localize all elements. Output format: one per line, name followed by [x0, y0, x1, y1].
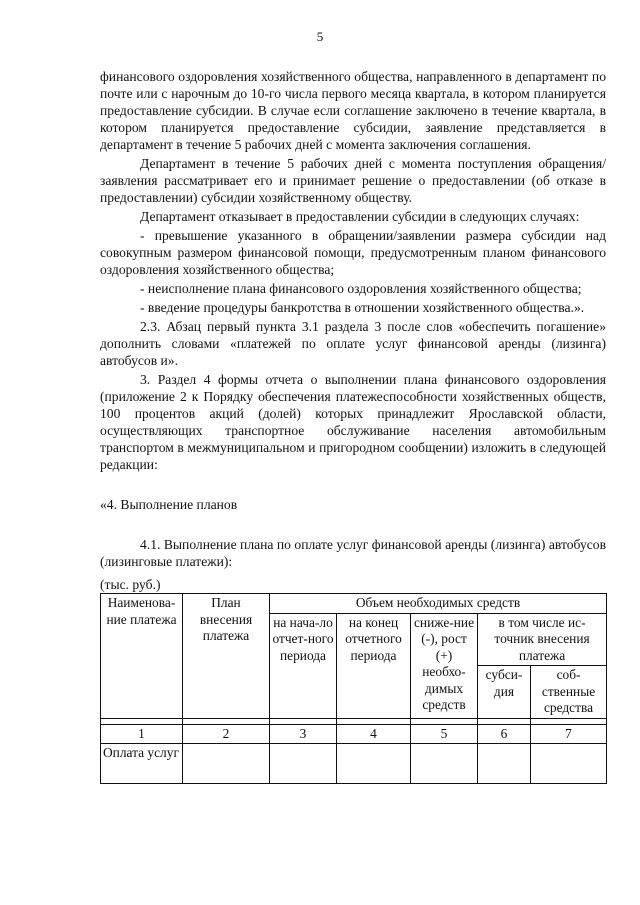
header-period-end: на конец отчетного периода — [337, 613, 411, 718]
column-number: 5 — [411, 724, 478, 744]
header-own-funds: соб-ственные средства — [531, 666, 607, 719]
header-funds-group: Объем необходимых средств — [270, 594, 607, 614]
column-number: 4 — [337, 724, 411, 744]
table-cell — [411, 744, 478, 784]
paragraph-7: 2.3. Абзац первый пункта 3.1 раздела 3 после слов «обеспечить погашение» дополнить словами «платежей по оплате услуг финансовой аренды (лизинга) автобусов и». — [100, 319, 606, 368]
paragraph-3: Департамент отказывает в предоставлении субсидии в следующих случаях: — [140, 209, 580, 224]
document-body — [100, 68, 606, 784]
payments-table — [100, 593, 607, 784]
table-cell — [478, 744, 531, 784]
column-number: 3 — [270, 724, 337, 744]
table-cell — [531, 744, 607, 784]
column-number: 2 — [183, 724, 270, 744]
column-number: 6 — [478, 724, 531, 744]
units-note: (тыс. руб.) — [100, 577, 161, 592]
paragraph-4: - превышение указанного в обращении/заявлении размера субсидии над совокупным размером финансовой помощи, предусмотренным планом финансового оздоровления хозяйственного общества; — [100, 228, 606, 277]
header-plan: План внесения платежа — [183, 594, 270, 719]
header-change: сниже-ние (-), рост (+) необхо-димых средств — [411, 613, 478, 718]
header-period-start: на нача-ло отчет-ного периода — [270, 613, 337, 718]
table-row — [101, 744, 607, 784]
paragraph-5: - неисполнение плана финансового оздоровления хозяйственного общества; — [140, 281, 582, 296]
table-cell — [337, 744, 411, 784]
table-header-row — [101, 594, 607, 614]
page-number: 5 — [316, 29, 324, 44]
header-sources: в том числе ис-точник внесения платежа — [478, 613, 607, 666]
subsection-title: 4.1. Выполнение плана по оплате услуг финансовой аренды (лизинга) автобусов (лизинговые платежи): — [100, 537, 606, 569]
paragraph-2: Департамент в течение 5 рабочих дней с момента поступления обращения/заявления рассматривает его и принимает решение о предоставлении (об отказе в предоставлении) субсидии хозяйственному обществу. — [100, 156, 606, 205]
column-number: 1 — [101, 724, 183, 744]
section-heading: «4. Выполнение планов — [100, 497, 238, 512]
table-cell — [183, 744, 270, 784]
column-number: 7 — [531, 724, 607, 744]
header-subsidy: субси-дия — [478, 666, 531, 719]
row-label: Оплата услуг — [101, 744, 183, 784]
paragraph-1: финансового оздоровления хозяйственного общества, направленного в департамент по почте или с нарочным до 10-го числа первого месяца квартала, в котором планируется предоставление субсидии. В случае если соглашение заключено в течение квартала, в котором планируется предоставление субсидии, заявление представляется в департамент в течение 5 рабочих дней с момента заключения соглашения. — [100, 69, 606, 152]
header-payment-name: Наименова-ние платежа — [101, 594, 183, 719]
paragraph-8: 3. Раздел 4 формы отчета о выполнении плана финансового оздоровления (приложение 2 к Порядку обеспечения платежеспособности хозяйственных обществ, 100 процентов акций (долей) которых принадлежит Ярославской области, осуществляющих транспортное обслуживание населения автомобильным транспортом в межмуниципальном и пригородном сообщении) изложить в следующей редакции: — [100, 372, 606, 472]
paragraph-6: - введение процедуры банкротства в отношении хозяйственного общества.». — [140, 300, 585, 315]
table-number-row — [101, 724, 607, 744]
table-cell — [270, 744, 337, 784]
